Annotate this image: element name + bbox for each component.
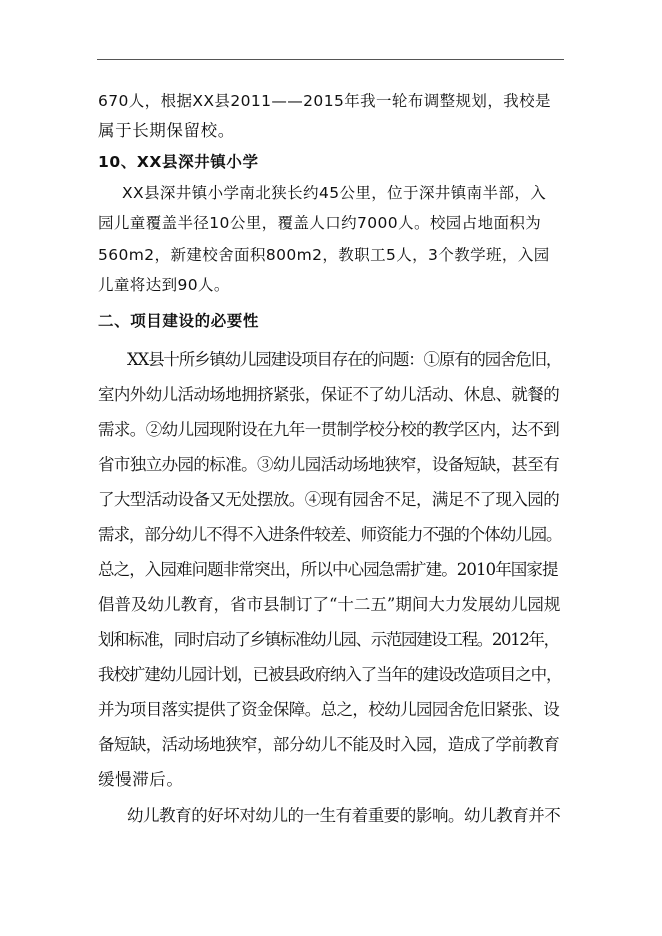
paragraph-1-line-2: 室内外幼儿活动场地拥挤紧张，保证不了幼儿活动、休息、就餐的 (98, 385, 560, 404)
paragraph-1-line-5: 了大型活动设备又无处摆放。④现有园舍不足，满足不了现入园的 (98, 490, 560, 509)
section-10-line-3: 560m2，新建校舍面积800m2，教职工5人，3个教学班，入园 (98, 246, 550, 264)
continuation-line-1: 670人，根据XX县2011——2015年我一轮布调整规划，我校是 (98, 92, 551, 110)
section-10-line-4: 儿童将达到90人。 (98, 276, 230, 294)
paragraph-1-line-12: 备短缺，活动场地狭窄，部分幼儿不能及时入园，造成了学前教育 (98, 735, 560, 754)
paragraph-1-line-10: 我校扩建幼儿园计划，已被县政府纳入了当年的建设改造项目之中， (98, 665, 562, 684)
paragraph-1-line-4: 省市独立办园的标准。③幼儿园活动场地狭窄，设备短缺，甚至有 (98, 455, 560, 474)
continuation-line-2: 属于长期保留校。 (98, 121, 235, 140)
section-heading-10: 10、XX县深井镇小学 (98, 153, 259, 171)
paragraph-1-line-6: 需求，部分幼儿不得不入进条件较差、师资能力不强的个体幼儿园。 (98, 525, 562, 544)
paragraph-1-line-8: 倡普及幼儿教育，省市县制订了“十二五”期间大力发展幼儿园规 (98, 595, 561, 614)
header-rule (97, 59, 564, 60)
section-10-line-2: 园儿童覆盖半径10公里，覆盖人口约7000人。校园占地面积为 (98, 214, 542, 232)
section-10-line-1: XX县深井镇小学南北狭长约45公里，位于深井镇南半部，入 (122, 184, 547, 202)
paragraph-1-line-11: 并为项目落实提供了资金保障。总之，校幼儿园园舍危旧紧张、设 (98, 700, 560, 719)
paragraph-2-line-1: 幼儿教育的好坏对幼儿的一生有着重要的影响。幼儿教育并不 (127, 806, 561, 825)
paragraph-1-line-13: 缓慢滞后。 (98, 770, 184, 789)
paragraph-1-line-7: 总之，入园难问题非常突出，所以中心园急需扩建。2010年国家提 (98, 560, 558, 579)
section-heading-2: 二、项目建设的必要性 (98, 312, 260, 330)
paragraph-1-line-9: 划和标准，同时启动了乡镇标准幼儿园、示范园建设工程。2012年， (98, 630, 559, 649)
paragraph-1-line-3: 需求。②幼儿园现附设在九年一贯制学校分校的教学区内，达不到 (98, 420, 560, 439)
paragraph-1-line-1: XX县十所乡镇幼儿园建设项目存在的问题：①原有的园舍危旧， (127, 350, 562, 369)
